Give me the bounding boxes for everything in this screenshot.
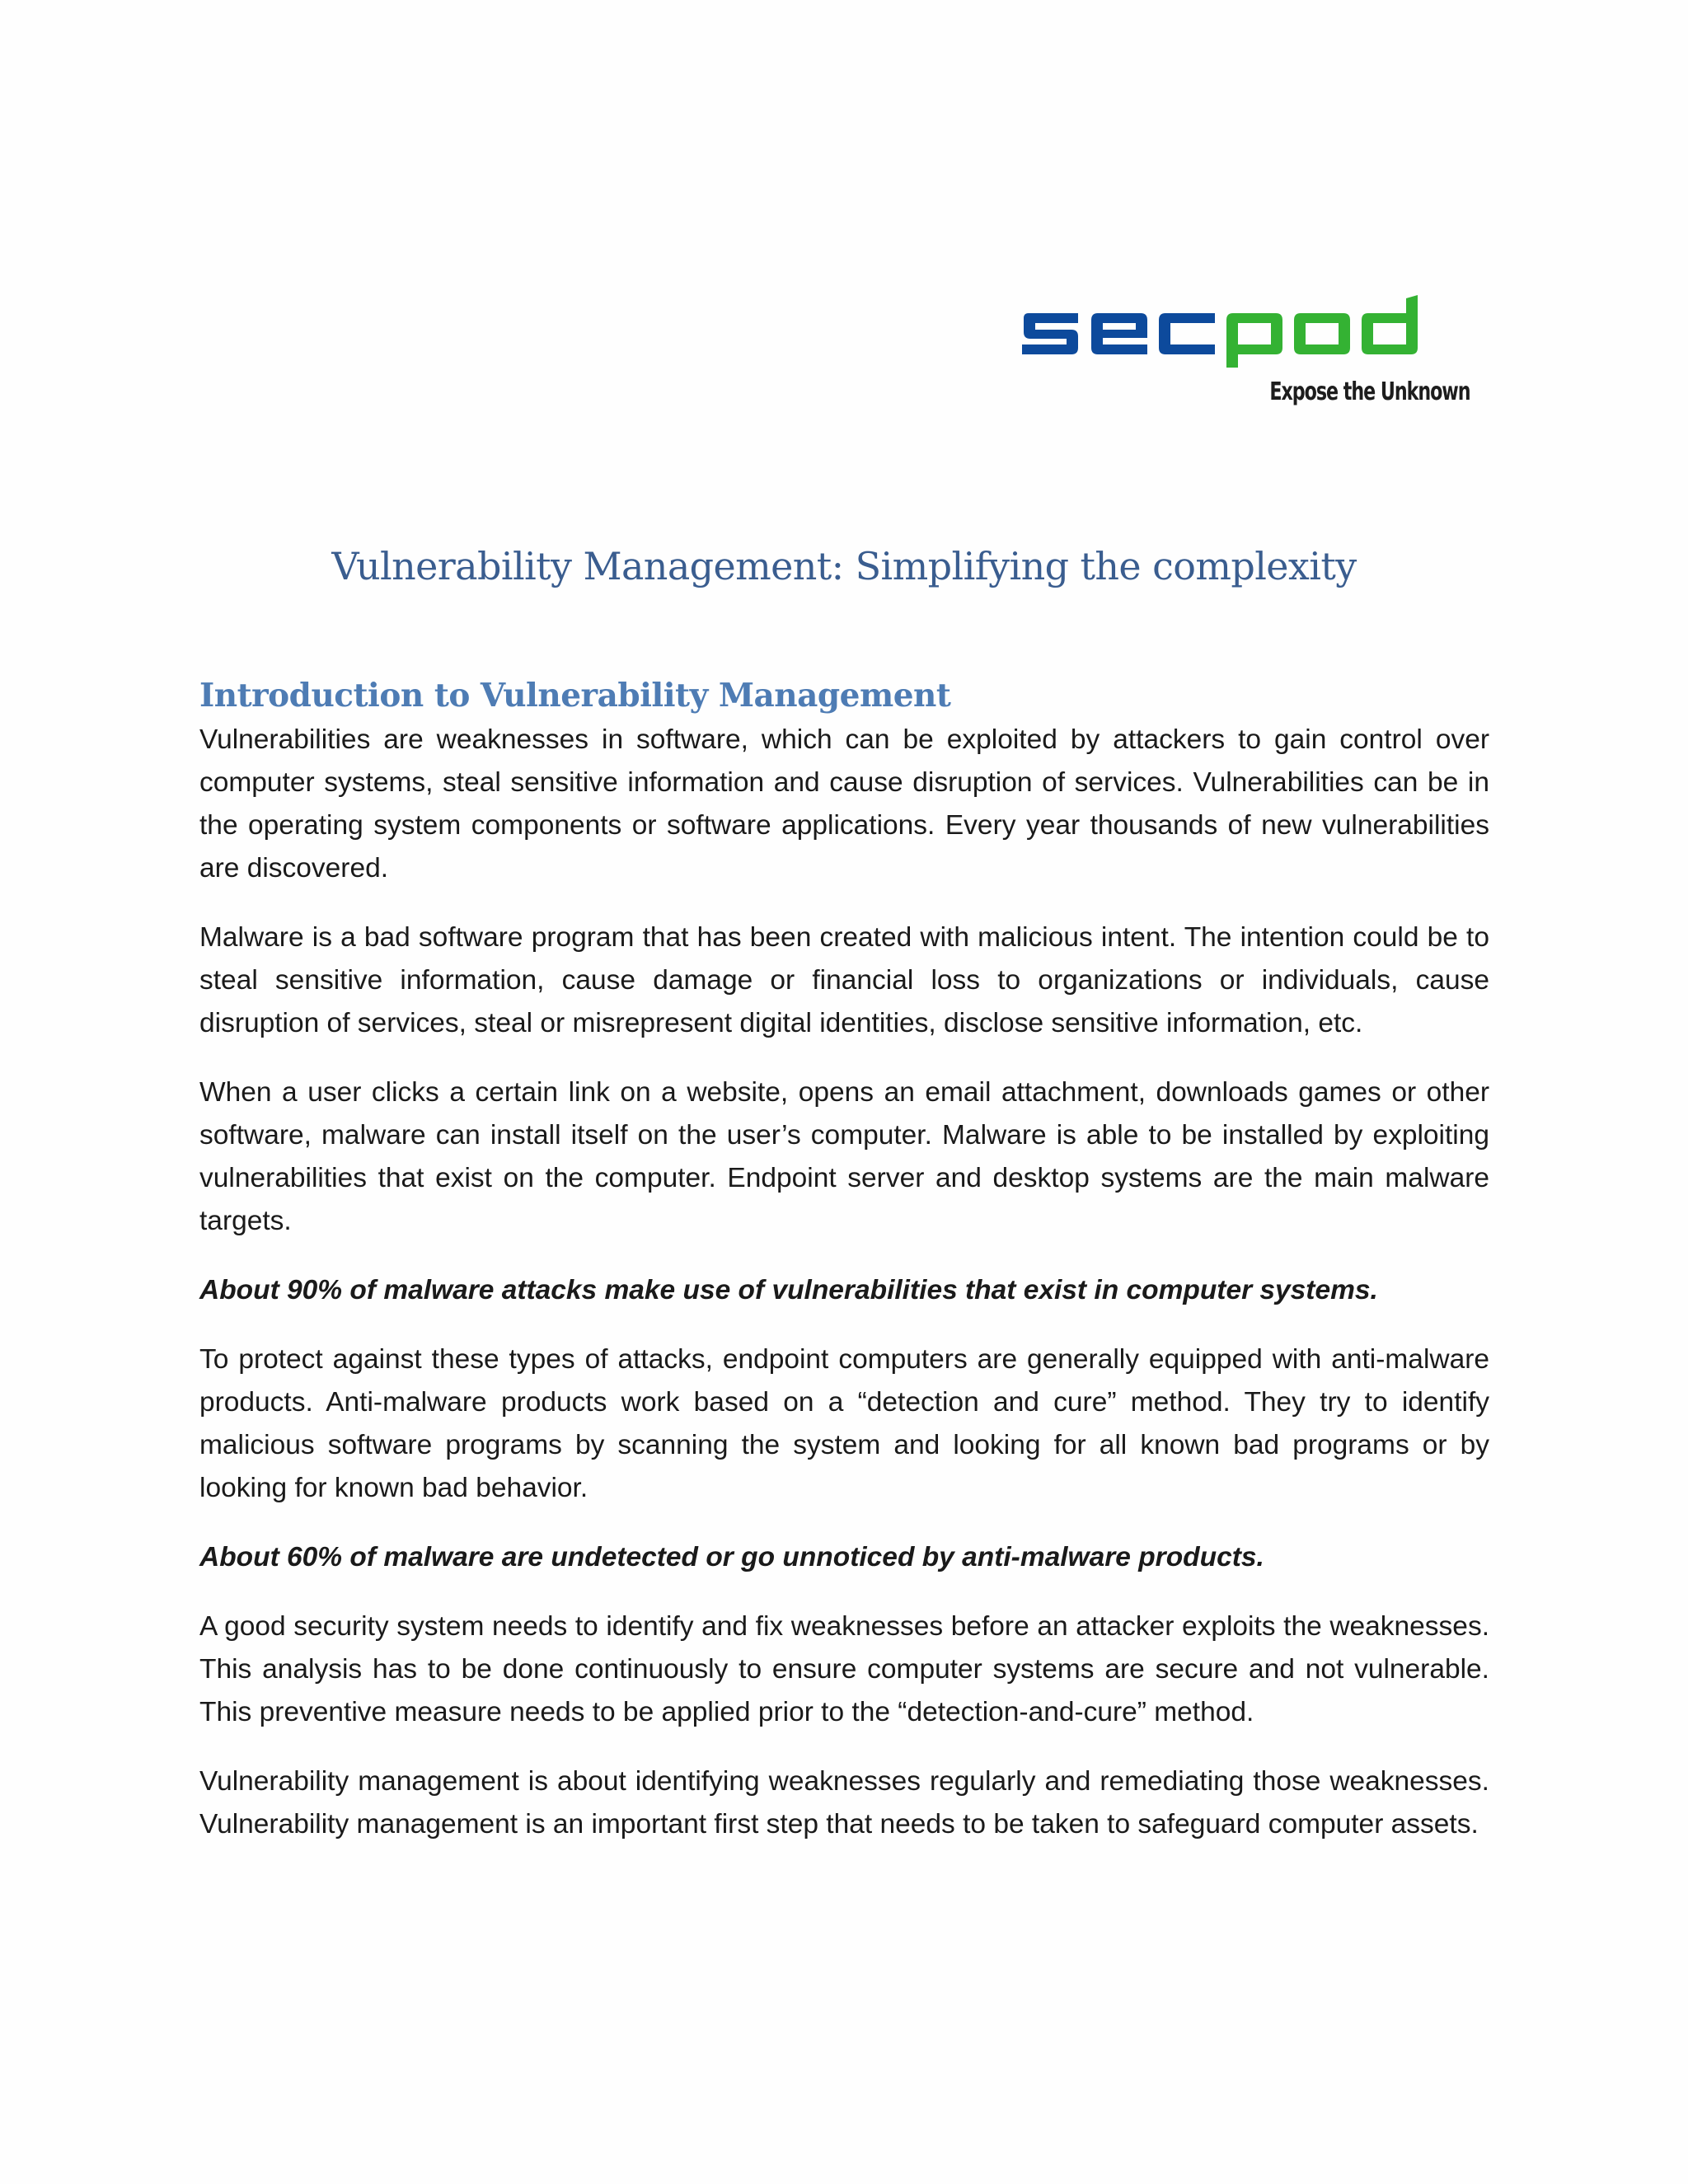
paragraph: Vulnerability management is about identifying weaknesses regularly and remediating those weaknesses. Vulnerability management is an important first step that needs to be taken to safeguard computer assets. — [199, 1766, 1489, 1840]
paragraph: To protect against these types of attacks, endpoint computers are generally equipped with anti-malware products. Anti-malware products work based on a “detection and cure” method. They try to identify malicious software programs by scanning the system and looking for all known bad programs or by looking for known bad behavior. — [199, 1344, 1489, 1503]
paragraph: Malware is a bad software program that has been created with malicious intent. The intention could be to steal sensitive information, cause damage or financial loss to organizations or individuals, cause disruption of services, steal or misrepresent digital identities, disclose sensitive information, etc. — [199, 922, 1489, 1038]
paragraph: Vulnerabilities are weaknesses in software, which can be exploited by attackers to gain control over computer systems, steal sensitive information and cause disruption of services. Vulnerabilities can be in the operating system components or software applications. Every year thousands of new vulnerabilities are discovered. — [199, 724, 1489, 883]
highlight-statement: About 60% of malware are undetected or go unnoticed by anti-malware products. — [199, 1542, 1264, 1572]
paragraph: When a user clicks a certain link on a website, opens an email attachment, downloads games or other software, malware can install itself on the user’s computer. Malware is able to be installed by exploiting vulnerabilities that exist on the computer. Endpoint server and desktop systems are the main malware targets. — [199, 1077, 1489, 1236]
section-heading: Introduction to Vulnerability Management — [199, 677, 951, 715]
secpod-logo — [1020, 295, 1470, 419]
secpod-wordmark — [1020, 295, 1432, 377]
document-title: Vulnerability Management: Simplifying the complexity — [331, 544, 1357, 588]
document-body — [199, 674, 1489, 1872]
logo-tagline: Expose the Unknown — [1269, 377, 1470, 406]
paragraph: A good security system needs to identify and fix weaknesses before an attacker exploits the weaknesses. This analysis has to be done continuously to ensure computer systems are secure and not vulnerable. This preventive measure needs to be applied prior to the “detection-and-cure” method. — [199, 1611, 1489, 1727]
highlight-statement: About 90% of malware attacks make use of vulnerabilities that exist in computer systems. — [199, 1275, 1378, 1305]
